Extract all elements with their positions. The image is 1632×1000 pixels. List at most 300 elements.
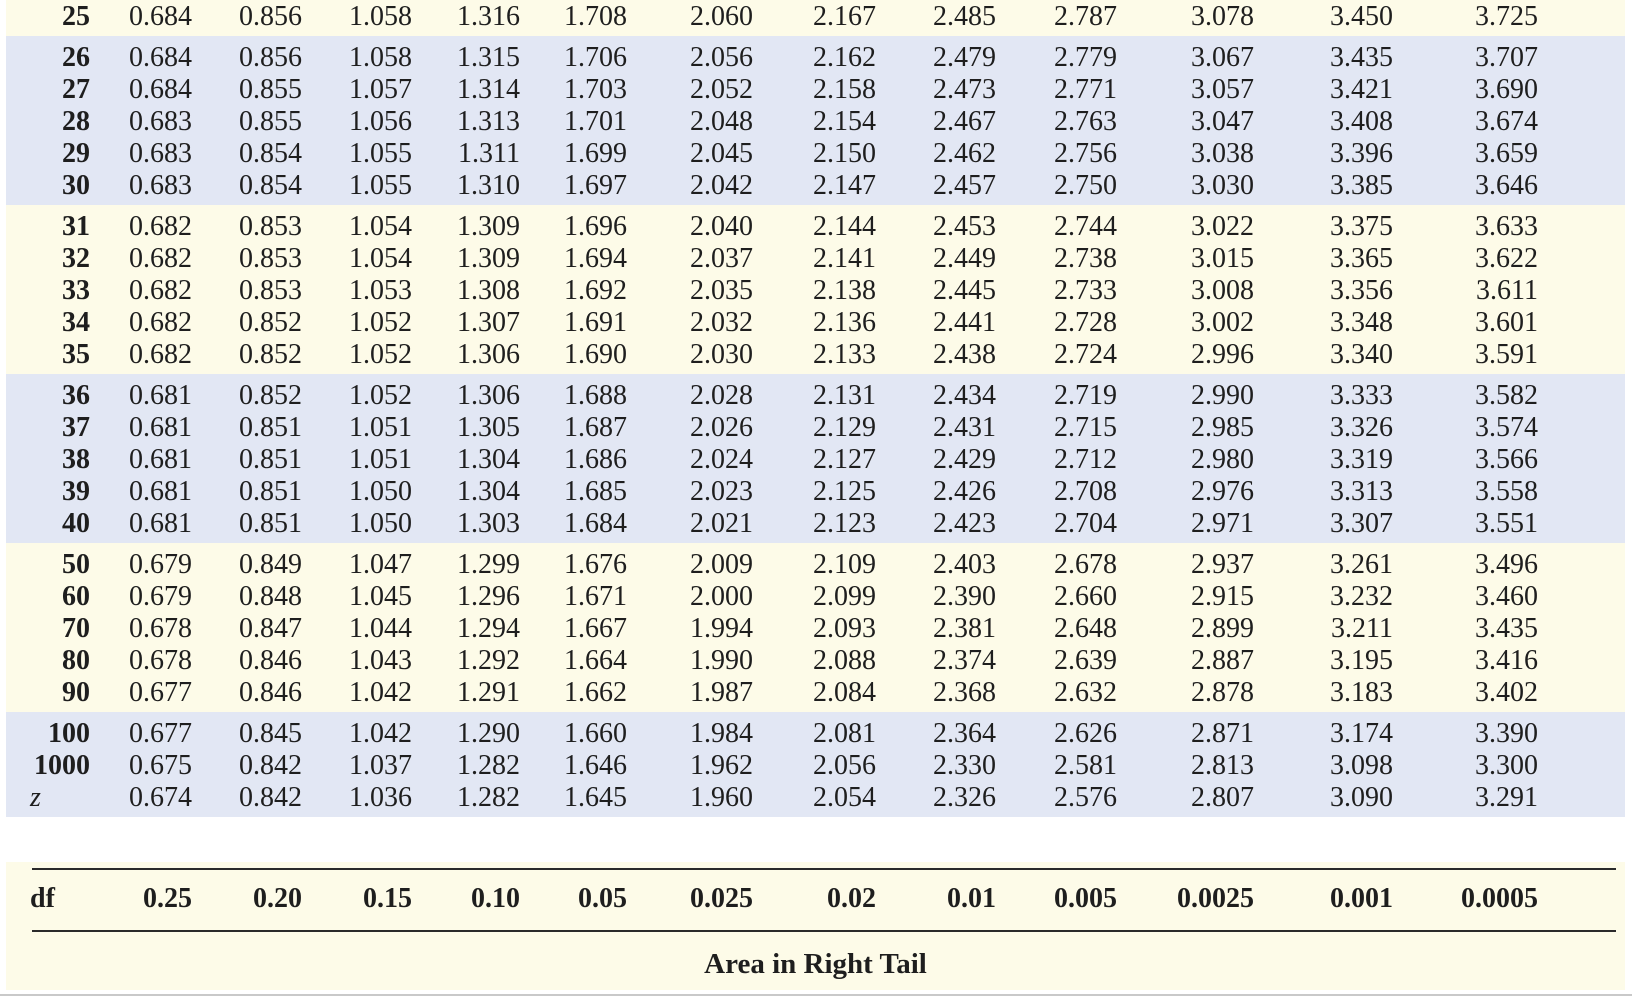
df-cell: 100 [48,718,90,749]
value-cell: 2.787 [1054,1,1117,32]
value-cell: 0.856 [239,42,302,73]
value-cell: 2.724 [1054,339,1117,370]
value-cell: 2.980 [1191,444,1254,475]
value-cell: 0.846 [239,677,302,708]
value-cell: 2.639 [1054,645,1117,676]
value-cell: 0.679 [129,581,192,612]
value-cell: 2.750 [1054,170,1117,201]
value-cell: 2.037 [690,243,753,274]
value-cell: 1.311 [458,138,520,169]
value-cell: 2.158 [813,74,876,105]
value-cell: 1.055 [349,170,412,201]
value-cell: 2.756 [1054,138,1117,169]
value-cell: 1.037 [349,750,412,781]
value-cell: 2.871 [1191,718,1254,749]
value-cell: 1.706 [564,42,627,73]
value-cell: 2.467 [933,106,996,137]
value-cell: 1.671 [564,581,627,612]
value-cell: 0.855 [239,74,302,105]
value-cell: 3.002 [1191,307,1254,338]
value-cell: 2.109 [813,549,876,580]
tail-area-column-header: 0.15 [363,883,412,914]
value-cell: 2.133 [813,339,876,370]
value-cell: 1.697 [564,170,627,201]
value-cell: 2.147 [813,170,876,201]
value-cell: 3.356 [1330,275,1393,306]
table-row [6,443,1625,476]
header-top-rule [32,868,1616,870]
value-cell: 3.183 [1330,677,1393,708]
table-row [6,475,1625,508]
value-cell: 1.314 [457,74,520,105]
value-cell: 1.315 [457,42,520,73]
value-cell: 1.307 [457,307,520,338]
value-cell: 2.026 [690,412,753,443]
value-cell: 2.330 [933,750,996,781]
value-cell: 2.771 [1054,74,1117,105]
value-cell: 1.036 [349,782,412,813]
df-cell: z [30,782,41,813]
df-cell: 32 [62,243,90,274]
value-cell: 2.438 [933,339,996,370]
value-cell: 1.294 [457,613,520,644]
df-cell: 60 [62,581,90,612]
value-cell: 1.984 [690,718,753,749]
table-row [6,137,1625,170]
value-cell: 3.460 [1475,581,1538,612]
table-caption: Area in Right Tail [704,948,927,980]
value-cell: 3.348 [1330,307,1393,338]
value-cell: 2.123 [813,508,876,539]
table-row [6,41,1625,74]
table-row [6,210,1625,243]
value-cell: 1.309 [457,243,520,274]
df-cell: 40 [62,508,90,539]
value-cell: 0.681 [129,380,192,411]
value-cell: 3.582 [1475,380,1538,411]
value-cell: 1.310 [457,170,520,201]
tail-area-column-header: 0.25 [143,883,192,914]
value-cell: 0.849 [239,549,302,580]
value-cell: 2.429 [933,444,996,475]
df-cell: 70 [62,613,90,644]
value-cell: 2.445 [933,275,996,306]
value-cell: 1.291 [457,677,520,708]
value-cell: 1.050 [349,508,412,539]
table-row [6,379,1625,412]
tail-area-column-header: 0.05 [578,883,627,914]
value-cell: 1.043 [349,645,412,676]
value-cell: 1.703 [564,74,627,105]
value-cell: 1.667 [564,613,627,644]
value-cell: 3.211 [1331,613,1393,644]
value-cell: 3.300 [1475,750,1538,781]
value-cell: 0.847 [239,613,302,644]
value-cell: 3.261 [1330,549,1393,580]
value-cell: 2.996 [1191,339,1254,370]
value-cell: 2.021 [690,508,753,539]
value-cell: 1.282 [457,750,520,781]
value-cell: 2.040 [690,211,753,242]
value-cell: 2.084 [813,677,876,708]
value-cell: 1.662 [564,677,627,708]
table-row [6,338,1625,371]
value-cell: 3.291 [1475,782,1538,813]
value-cell: 2.712 [1054,444,1117,475]
value-cell: 1.056 [349,106,412,137]
value-cell: 3.450 [1330,1,1393,32]
value-cell: 2.485 [933,1,996,32]
value-cell: 3.402 [1475,677,1538,708]
table-row [6,580,1625,613]
value-cell: 1.296 [457,581,520,612]
value-cell: 1.708 [564,1,627,32]
value-cell: 0.853 [239,243,302,274]
value-cell: 1.685 [564,476,627,507]
value-cell: 2.048 [690,106,753,137]
value-cell: 2.626 [1054,718,1117,749]
value-cell: 2.899 [1191,613,1254,644]
value-cell: 2.990 [1191,380,1254,411]
value-cell: 1.645 [564,782,627,813]
value-cell: 1.660 [564,718,627,749]
value-cell: 0.681 [129,476,192,507]
value-cell: 1.290 [457,718,520,749]
value-cell: 3.622 [1475,243,1538,274]
value-cell: 2.976 [1191,476,1254,507]
tail-area-column-header: 0.0005 [1461,883,1538,914]
value-cell: 2.030 [690,339,753,370]
value-cell: 3.574 [1475,412,1538,443]
value-cell: 1.990 [690,645,753,676]
value-cell: 1.676 [564,549,627,580]
tail-area-column-header: 0.01 [947,883,996,914]
value-cell: 1.051 [349,444,412,475]
value-cell: 2.779 [1054,42,1117,73]
value-cell: 1.987 [690,677,753,708]
value-cell: 1.057 [349,74,412,105]
value-cell: 0.682 [129,275,192,306]
table-footer [6,862,1625,990]
table-row [6,306,1625,339]
value-cell: 3.340 [1330,339,1393,370]
value-cell: 0.682 [129,243,192,274]
df-column-header: df [30,883,55,914]
value-cell: 0.684 [129,42,192,73]
value-cell: 0.852 [239,380,302,411]
value-cell: 2.449 [933,243,996,274]
value-cell: 2.028 [690,380,753,411]
value-cell: 2.807 [1191,782,1254,813]
value-cell: 2.457 [933,170,996,201]
value-cell: 3.633 [1475,211,1538,242]
df-cell: 80 [62,645,90,676]
table-row [6,411,1625,444]
value-cell: 2.462 [933,138,996,169]
value-cell: 1.699 [564,138,627,169]
value-cell: 2.024 [690,444,753,475]
value-cell: 3.319 [1330,444,1393,475]
tail-area-column-header: 0.02 [827,883,876,914]
df-cell: 28 [62,106,90,137]
value-cell: 0.677 [129,718,192,749]
table-row [6,644,1625,677]
value-cell: 0.842 [239,782,302,813]
value-cell: 1.054 [349,243,412,274]
df-cell: 38 [62,444,90,475]
df-cell: 29 [62,138,90,169]
value-cell: 2.150 [813,138,876,169]
value-cell: 2.423 [933,508,996,539]
value-cell: 2.971 [1191,508,1254,539]
value-cell: 2.381 [933,613,996,644]
value-cell: 2.056 [813,750,876,781]
value-cell: 0.851 [239,476,302,507]
value-cell: 0.683 [129,170,192,201]
value-cell: 1.646 [564,750,627,781]
value-cell: 1.303 [457,508,520,539]
value-cell: 3.496 [1475,549,1538,580]
df-cell: 1000 [34,750,90,781]
value-cell: 1.696 [564,211,627,242]
df-cell: 90 [62,677,90,708]
tail-area-column-header: 0.10 [471,883,520,914]
value-cell: 2.364 [933,718,996,749]
value-cell: 1.664 [564,645,627,676]
value-cell: 2.937 [1191,549,1254,580]
value-cell: 2.878 [1191,677,1254,708]
table-row [6,0,1625,33]
value-cell: 0.848 [239,581,302,612]
value-cell: 2.473 [933,74,996,105]
value-cell: 2.141 [813,243,876,274]
value-cell: 2.125 [813,476,876,507]
df-cell: 34 [62,307,90,338]
table-row [6,781,1625,814]
value-cell: 0.855 [239,106,302,137]
value-cell: 3.659 [1475,138,1538,169]
value-cell: 3.725 [1475,1,1538,32]
value-cell: 1.304 [457,476,520,507]
value-cell: 1.042 [349,677,412,708]
value-cell: 1.304 [457,444,520,475]
value-cell: 2.648 [1054,613,1117,644]
tail-area-column-header: 0.005 [1054,883,1117,914]
value-cell: 0.846 [239,645,302,676]
value-cell: 1.701 [564,106,627,137]
df-cell: 50 [62,549,90,580]
value-cell: 1.687 [564,412,627,443]
value-cell: 2.581 [1054,750,1117,781]
value-cell: 1.994 [690,613,753,644]
value-cell: 1.051 [349,412,412,443]
tail-area-column-header: 0.001 [1330,883,1393,914]
value-cell: 2.441 [933,307,996,338]
value-cell: 2.129 [813,412,876,443]
value-cell: 3.015 [1191,243,1254,274]
tail-area-column-header: 0.025 [690,883,753,914]
value-cell: 2.728 [1054,307,1117,338]
value-cell: 2.136 [813,307,876,338]
value-cell: 2.453 [933,211,996,242]
value-cell: 1.306 [457,339,520,370]
value-cell: 0.852 [239,307,302,338]
value-cell: 2.326 [933,782,996,813]
value-cell: 2.887 [1191,645,1254,676]
value-cell: 2.678 [1054,549,1117,580]
value-cell: 2.733 [1054,275,1117,306]
value-cell: 2.045 [690,138,753,169]
value-cell: 3.566 [1475,444,1538,475]
value-cell: 1.690 [564,339,627,370]
value-cell: 2.704 [1054,508,1117,539]
value-cell: 1.694 [564,243,627,274]
value-cell: 2.032 [690,307,753,338]
value-cell: 2.403 [933,549,996,580]
value-cell: 3.090 [1330,782,1393,813]
value-cell: 1.044 [349,613,412,644]
value-cell: 2.715 [1054,412,1117,443]
value-cell: 2.434 [933,380,996,411]
value-cell: 0.853 [239,275,302,306]
df-cell: 25 [62,1,90,32]
table-row [6,676,1625,709]
value-cell: 1.309 [457,211,520,242]
df-cell: 36 [62,380,90,411]
table-row [6,242,1625,275]
value-cell: 2.144 [813,211,876,242]
value-cell: 2.632 [1054,677,1117,708]
value-cell: 3.365 [1330,243,1393,274]
value-cell: 3.307 [1330,508,1393,539]
value-cell: 1.305 [457,412,520,443]
tail-area-column-header: 0.20 [253,883,302,914]
value-cell: 1.053 [349,275,412,306]
value-cell: 1.313 [457,106,520,137]
value-cell: 1.316 [457,1,520,32]
value-cell: 0.678 [129,613,192,644]
value-cell: 1.052 [349,380,412,411]
value-cell: 3.008 [1191,275,1254,306]
value-cell: 2.813 [1191,750,1254,781]
value-cell: 2.127 [813,444,876,475]
value-cell: 3.396 [1330,138,1393,169]
value-cell: 0.853 [239,211,302,242]
value-cell: 0.675 [129,750,192,781]
value-cell: 3.195 [1330,645,1393,676]
value-cell: 0.684 [129,1,192,32]
value-cell: 2.479 [933,42,996,73]
df-cell: 31 [62,211,90,242]
value-cell: 2.660 [1054,581,1117,612]
value-cell: 2.368 [933,677,996,708]
value-cell: 3.022 [1191,211,1254,242]
table-row [6,105,1625,138]
value-cell: 0.854 [239,170,302,201]
table-row [6,169,1625,202]
df-cell: 27 [62,74,90,105]
value-cell: 3.416 [1475,645,1538,676]
value-cell: 2.426 [933,476,996,507]
value-cell: 0.682 [129,339,192,370]
df-cell: 35 [62,339,90,370]
value-cell: 2.081 [813,718,876,749]
value-cell: 3.690 [1475,74,1538,105]
df-cell: 39 [62,476,90,507]
value-cell: 1.299 [457,549,520,580]
value-cell: 3.047 [1191,106,1254,137]
value-cell: 1.058 [349,1,412,32]
value-cell: 0.678 [129,645,192,676]
value-cell: 0.683 [129,106,192,137]
value-cell: 2.042 [690,170,753,201]
table-row [6,73,1625,106]
df-cell: 33 [62,275,90,306]
value-cell: 3.333 [1330,380,1393,411]
value-cell: 1.691 [564,307,627,338]
value-cell: 1.292 [457,645,520,676]
value-cell: 3.551 [1475,508,1538,539]
column-header-row [6,882,1625,915]
value-cell: 1.308 [457,275,520,306]
value-cell: 3.707 [1475,42,1538,73]
value-cell: 2.054 [813,782,876,813]
value-cell: 3.601 [1475,307,1538,338]
value-cell: 2.390 [933,581,996,612]
value-cell: 0.679 [129,549,192,580]
value-cell: 2.023 [690,476,753,507]
value-cell: 1.692 [564,275,627,306]
value-cell: 0.674 [129,782,192,813]
value-cell: 0.845 [239,718,302,749]
value-cell: 1.047 [349,549,412,580]
value-cell: 3.057 [1191,74,1254,105]
value-cell: 1.686 [564,444,627,475]
value-cell: 1.960 [690,782,753,813]
value-cell: 3.591 [1475,339,1538,370]
value-cell: 2.099 [813,581,876,612]
value-cell: 1.306 [457,380,520,411]
value-cell: 3.435 [1330,42,1393,73]
value-cell: 3.611 [1476,275,1538,306]
value-cell: 1.052 [349,307,412,338]
table-row [6,749,1625,782]
value-cell: 1.962 [690,750,753,781]
value-cell: 0.681 [129,412,192,443]
value-cell: 2.052 [690,74,753,105]
value-cell: 2.374 [933,645,996,676]
value-cell: 2.009 [690,549,753,580]
value-cell: 3.408 [1330,106,1393,137]
value-cell: 2.131 [813,380,876,411]
value-cell: 0.677 [129,677,192,708]
value-cell: 3.038 [1191,138,1254,169]
value-cell: 2.738 [1054,243,1117,274]
value-cell: 2.154 [813,106,876,137]
value-cell: 1.282 [457,782,520,813]
value-cell: 3.174 [1330,718,1393,749]
value-cell: 2.088 [813,645,876,676]
value-cell: 2.708 [1054,476,1117,507]
table-row [6,274,1625,307]
value-cell: 2.060 [690,1,753,32]
value-cell: 0.682 [129,211,192,242]
value-cell: 0.684 [129,74,192,105]
value-cell: 0.681 [129,444,192,475]
value-cell: 2.985 [1191,412,1254,443]
value-cell: 0.681 [129,508,192,539]
value-cell: 0.856 [239,1,302,32]
